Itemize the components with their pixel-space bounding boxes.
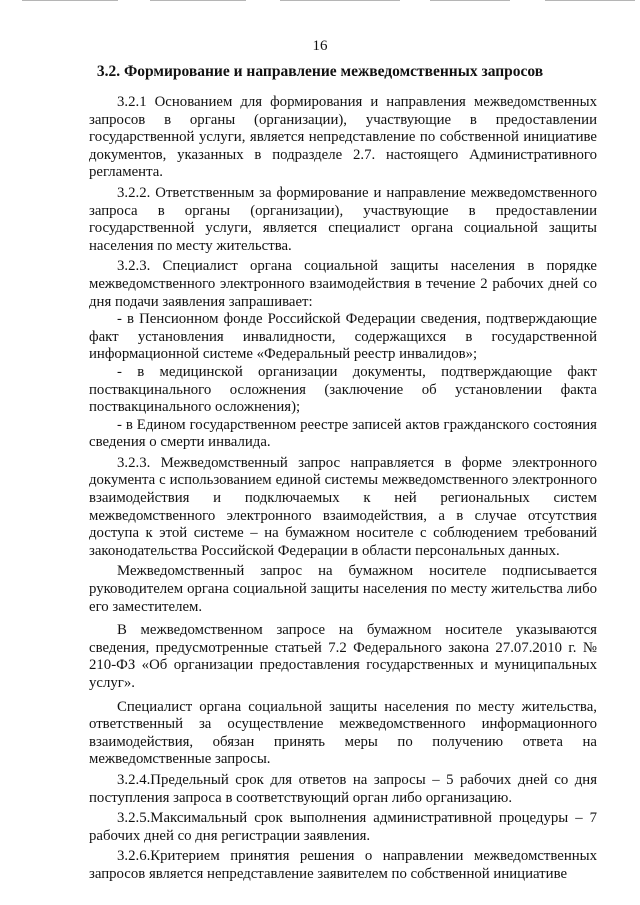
top-rule-center-right bbox=[430, 0, 510, 1]
top-rule-right bbox=[545, 0, 635, 1]
section-title: 3.2. Формирование и направление межведомственных запросов bbox=[96, 63, 544, 80]
top-rule-center-left bbox=[150, 0, 246, 1]
list-item-civil-registry: - в Едином государственном реестре записей актов гражданского состояния сведения о смерти инвалида. bbox=[89, 416, 597, 451]
list-item-pension-fund: - в Пенсионном фонде Российской Федерации сведения, подтверждающие факт установления инвалидности, содержащихся в государственной информационной системе «Федеральный реестр инвалидов»; bbox=[89, 311, 597, 363]
paragraph-specialist-duty: Специалист органа социальной защиты населения по месту жительства, ответственный за осуществление межведомственного информационного взаимодействия, обязан принять меры по получению ответа на межведомственные запросы. bbox=[89, 698, 597, 768]
paragraph-3-2-6: 3.2.6.Критерием принятия решения о направлении межведомственных запросов является непредставление заявителем по собственной инициативе bbox=[89, 848, 597, 882]
paragraph-3-2-3: 3.2.3. Специалист органа социальной защиты населения в порядке межведомственного электронного взаимодействия в течение 2 рабочих дней со дня подачи заявления запрашивает: bbox=[89, 258, 597, 310]
list-item-medical-org: - в медицинской организации документы, подтверждающие факт поствакцинального осложнения (заключение об установлении факта поствакцинального осложнения); bbox=[89, 363, 597, 416]
top-rule-center bbox=[280, 0, 400, 1]
top-rule-left bbox=[22, 0, 118, 1]
paragraph-3-2-3-electronic: 3.2.3. Межведомственный запрос направляется в форме электронного документа с использованием единой системы межведомственного электронного взаимодействия и подключаемых к ней региональных систем межведомственного электронного взаимодействия, а в случае отсутствия доступа к этой системе – на бумажном носителе с соблюдением требований законодательства Российской Федерации в области персональных данных. bbox=[89, 454, 597, 559]
paragraph-paper-signature: Межведомственный запрос на бумажном носителе подписывается руководителем органа социальной защиты населения по месту жительства либо его заместителем. bbox=[89, 563, 597, 615]
paragraph-3-2-4: 3.2.4.Предельный срок для ответов на запросы – 5 рабочих дней со дня поступления запроса в соответствующий орган либо организацию. bbox=[89, 771, 597, 806]
page-number: 16 bbox=[312, 38, 328, 54]
paragraph-paper-contents: В межведомственном запросе на бумажном носителе указываются сведения, предусмотренные статьей 7.2 Федерального закона 27.07.2010 г. № 210-ФЗ «Об организации предоставления государственных и муниципальных услуг». bbox=[89, 622, 597, 691]
paragraph-3-2-5: 3.2.5.Максимальный срок выполнения административной процедуры – 7 рабочих дней со дня регистрации заявления. bbox=[89, 810, 597, 844]
paragraph-3-2-1: 3.2.1 Основанием для формирования и направления межведомственных запросов в органы (организации), участвующие в предоставлении государственной услуги, является непредставление по собственной инициативе документов, указанных в подразделе 2.7. настоящего Административного регламента. bbox=[89, 94, 597, 181]
paragraph-3-2-2: 3.2.2. Ответственным за формирование и направление межведомственного запроса в органы (организации), участвующие в предоставлении государственной услуги, является специалист органа социальной защиты населения по месту жительства. bbox=[89, 184, 597, 254]
document-body bbox=[89, 94, 597, 884]
